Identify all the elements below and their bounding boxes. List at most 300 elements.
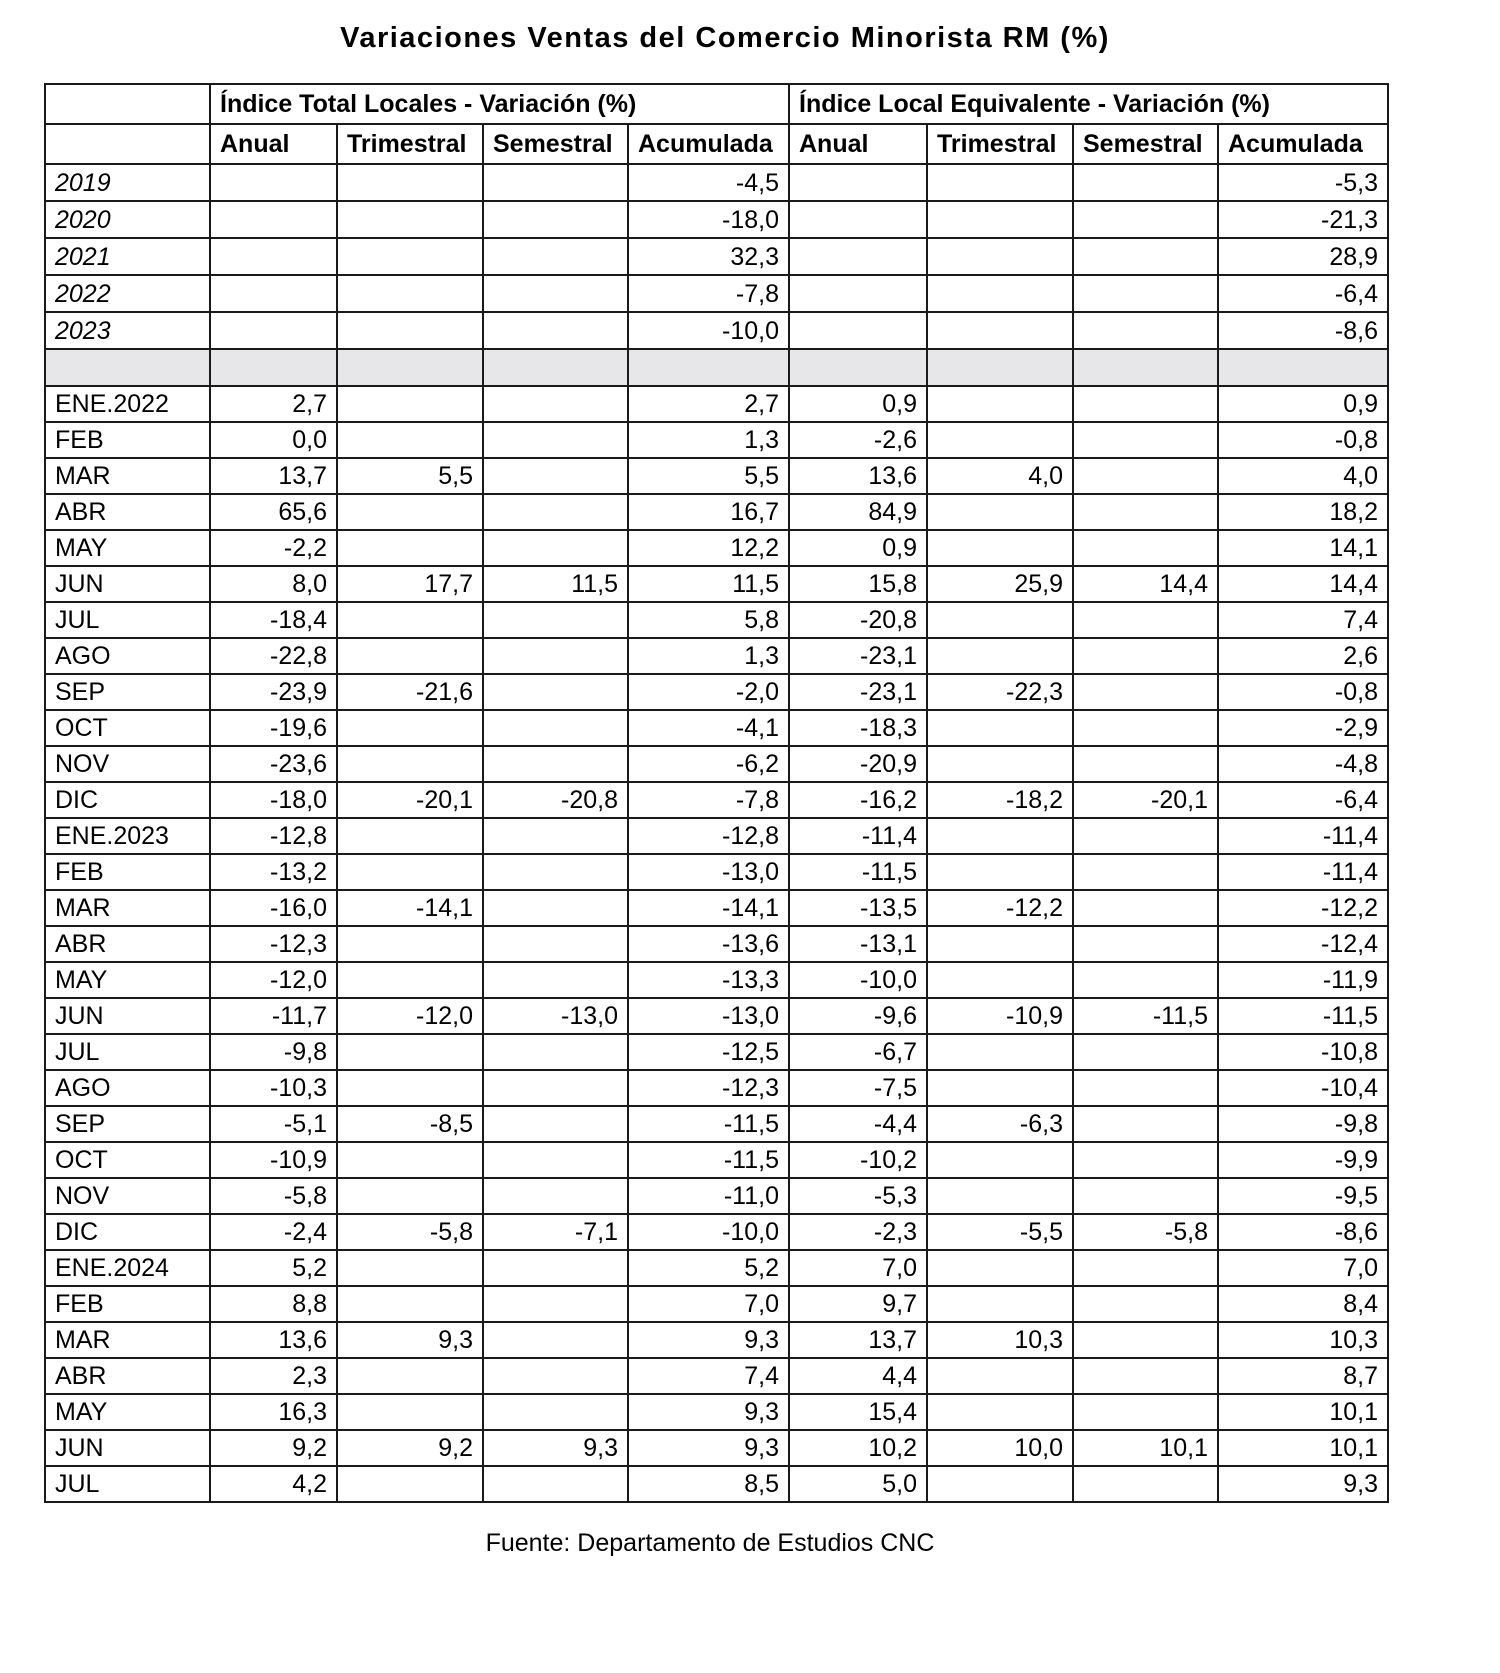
table-cell: 0,0 [210,422,337,458]
table-cell: -2,2 [210,530,337,566]
table-cell [927,602,1073,638]
table-cell: -7,8 [628,782,789,818]
table-cell: 2,7 [210,386,337,422]
table-cell: -11,4 [1218,818,1388,854]
row-label: JUN [45,1430,210,1466]
table-cell: -12,3 [210,926,337,962]
table-cell [1073,312,1218,349]
table-cell [210,275,337,312]
table-cell: -20,8 [483,782,628,818]
table-cell [483,1178,628,1214]
table-cell: 5,2 [210,1250,337,1286]
table-cell [483,494,628,530]
table-cell: -11,5 [628,1142,789,1178]
table-row [45,386,1388,422]
table-row [45,1322,1388,1358]
table-cell: -11,7 [210,998,337,1034]
table-cell [483,818,628,854]
column-header: Semestral [483,124,628,164]
table-cell [927,746,1073,782]
table-cell: -13,0 [483,998,628,1034]
table-cell: 18,2 [1218,494,1388,530]
table-cell: -22,3 [927,674,1073,710]
table-cell [210,238,337,275]
table-cell: -12,0 [337,998,483,1034]
table-cell [337,1034,483,1070]
table-cell: 1,3 [628,422,789,458]
table-cell [927,1142,1073,1178]
table-cell [210,164,337,201]
table-cell [1073,1034,1218,1070]
table-cell [927,275,1073,312]
table-cell [1073,602,1218,638]
table-cell: 1,3 [628,638,789,674]
table-cell [483,926,628,962]
table-cell: 10,3 [1218,1322,1388,1358]
table-cell: 4,0 [1218,458,1388,494]
table-row [45,962,1388,998]
table-cell: -18,0 [210,782,337,818]
table-cell: -11,5 [1073,998,1218,1034]
row-label: JUL [45,1034,210,1070]
table-cell: -10,0 [628,312,789,349]
table-cell: -5,1 [210,1106,337,1142]
column-header: Acumulada [1218,124,1388,164]
row-label: JUL [45,602,210,638]
row-label: SEP [45,674,210,710]
table-cell: -2,0 [628,674,789,710]
table-cell [483,422,628,458]
table-row [45,782,1388,818]
column-header: Anual [789,124,927,164]
table-cell [789,349,927,386]
table-cell [927,238,1073,275]
table-cell: -18,4 [210,602,337,638]
table-cell: 13,7 [210,458,337,494]
row-label: MAY [45,1394,210,1430]
table-cell [483,164,628,201]
table-cell: -6,4 [1218,782,1388,818]
table-cell [483,602,628,638]
row-label: FEB [45,854,210,890]
table-cell: 15,4 [789,1394,927,1430]
table-cell: -9,6 [789,998,927,1034]
table-cell [927,1178,1073,1214]
table-cell [337,1142,483,1178]
table-cell [1218,349,1388,386]
table-row [45,674,1388,710]
table-cell [927,201,1073,238]
table-cell [483,1394,628,1430]
column-header: Trimestral [927,124,1073,164]
table-cell [927,164,1073,201]
table-cell [337,854,483,890]
row-label: MAY [45,530,210,566]
table-cell [927,1250,1073,1286]
table-cell: 32,3 [628,238,789,275]
table-cell: 5,0 [789,1466,927,1502]
table-cell [1073,1250,1218,1286]
table-cell: 9,3 [483,1430,628,1466]
source-note: Fuente: Departamento de Estudios CNC [485,1529,935,1557]
table-row [45,1214,1388,1250]
row-label: 2020 [45,201,210,238]
table-row [45,312,1388,349]
table-cell: -6,2 [628,746,789,782]
table-row [45,1178,1388,1214]
table-cell: -9,9 [1218,1142,1388,1178]
table-cell [1073,422,1218,458]
table-cell [483,1358,628,1394]
table-cell: 2,6 [1218,638,1388,674]
table-cell [337,818,483,854]
table-row [45,1394,1388,1430]
table-cell [1073,275,1218,312]
table-cell [1073,890,1218,926]
table-row [45,422,1388,458]
table-cell: 0,9 [789,530,927,566]
table-cell [210,312,337,349]
table-row [45,602,1388,638]
table-row [45,1106,1388,1142]
table-cell [483,275,628,312]
table-cell [1073,1394,1218,1430]
table-cell [483,1106,628,1142]
row-label: DIC [45,782,210,818]
table-cell [1073,1286,1218,1322]
table-cell [927,1358,1073,1394]
table-cell [337,1358,483,1394]
table-cell [483,746,628,782]
row-label: SEP [45,1106,210,1142]
table-cell [483,1286,628,1322]
table-cell [927,1034,1073,1070]
table-cell: 5,5 [628,458,789,494]
table-cell [337,710,483,746]
table-cell [1073,458,1218,494]
table-row [45,1430,1388,1466]
table-cell: -20,1 [337,782,483,818]
table-cell: -12,8 [628,818,789,854]
table-row [45,275,1388,312]
table-cell: 13,6 [210,1322,337,1358]
table-cell [483,1142,628,1178]
table-cell: -21,6 [337,674,483,710]
table-cell [927,926,1073,962]
table-cell: -11,5 [789,854,927,890]
table-cell: 11,5 [483,566,628,602]
table-cell: 8,5 [628,1466,789,1502]
table-cell [337,1466,483,1502]
table-cell: -4,5 [628,164,789,201]
table-cell [337,1070,483,1106]
table-cell [337,530,483,566]
table-cell: -7,1 [483,1214,628,1250]
column-header-row [45,124,1388,164]
table-cell: -6,7 [789,1034,927,1070]
row-label: NOV [45,746,210,782]
table-row [45,1286,1388,1322]
table-cell: -18,0 [628,201,789,238]
table-cell [927,422,1073,458]
table-cell: 9,3 [628,1322,789,1358]
table-cell: 4,4 [789,1358,927,1394]
table-cell [483,201,628,238]
table-cell [1073,349,1218,386]
table-cell: -0,8 [1218,422,1388,458]
table-cell: 5,8 [628,602,789,638]
table-cell: -10,9 [927,998,1073,1034]
table-row [45,238,1388,275]
table-cell: -6,4 [1218,275,1388,312]
table-cell: 9,2 [337,1430,483,1466]
table-cell: -8,5 [337,1106,483,1142]
row-label: DIC [45,1214,210,1250]
row-label: AGO [45,1070,210,1106]
table-cell: -12,2 [1218,890,1388,926]
table-cell [483,1250,628,1286]
separator-row [45,349,1388,386]
table-cell: -22,8 [210,638,337,674]
table-cell: -19,6 [210,710,337,746]
table-cell [927,349,1073,386]
table-cell [1073,962,1218,998]
table-cell [1073,746,1218,782]
table-cell: -20,9 [789,746,927,782]
table-cell: -2,3 [789,1214,927,1250]
table-cell: -11,5 [628,1106,789,1142]
table-cell: 7,0 [1218,1250,1388,1286]
table-cell: 10,1 [1218,1394,1388,1430]
sales-variation-table [44,83,1389,1503]
table-cell [337,926,483,962]
table-row [45,818,1388,854]
table-cell: -5,8 [210,1178,337,1214]
table-cell: 16,3 [210,1394,337,1430]
table-cell: -5,3 [1218,164,1388,201]
table-cell [1073,164,1218,201]
row-label: MAR [45,458,210,494]
table-cell [789,312,927,349]
row-label: 2021 [45,238,210,275]
table-cell: 16,7 [628,494,789,530]
table-cell: 10,1 [1218,1430,1388,1466]
table-cell: 84,9 [789,494,927,530]
row-label: JUN [45,566,210,602]
table-cell [927,1286,1073,1322]
table-row [45,1142,1388,1178]
table-cell [337,201,483,238]
table-cell: -13,5 [789,890,927,926]
table-cell: -2,4 [210,1214,337,1250]
table-cell [789,164,927,201]
table-cell: -12,2 [927,890,1073,926]
table-cell: -13,0 [628,854,789,890]
table-cell [337,1394,483,1430]
table-cell: 9,7 [789,1286,927,1322]
table-cell [1073,1358,1218,1394]
table-row [45,164,1388,201]
table-cell [210,201,337,238]
table-cell: 0,9 [789,386,927,422]
table-cell: -8,6 [1218,1214,1388,1250]
table-cell: 15,8 [789,566,927,602]
table-cell [483,312,628,349]
table-cell [337,602,483,638]
table-cell: -13,6 [628,926,789,962]
table-cell: 13,7 [789,1322,927,1358]
table-cell: -10,0 [628,1214,789,1250]
table-cell: -12,5 [628,1034,789,1070]
table-cell: 14,4 [1218,566,1388,602]
table-cell [337,164,483,201]
table-row [45,1034,1388,1070]
table-cell [1073,1178,1218,1214]
table-cell [483,386,628,422]
table-cell: 28,9 [1218,238,1388,275]
row-label: FEB [45,422,210,458]
table-cell: -11,4 [789,818,927,854]
page-title: Variaciones Ventas del Comercio Minorista RM (%) [340,22,1110,54]
table-cell [1073,1466,1218,1502]
table-cell: -16,2 [789,782,927,818]
table-row [45,1250,1388,1286]
table-cell: -10,2 [789,1142,927,1178]
row-label: MAY [45,962,210,998]
table-cell: -12,4 [1218,926,1388,962]
table-cell [337,238,483,275]
table-cell: -6,3 [927,1106,1073,1142]
row-label: 2019 [45,164,210,201]
table-cell: 14,4 [1073,566,1218,602]
table-cell: 9,3 [1218,1466,1388,1502]
column-header: Semestral [1073,124,1218,164]
table-cell: -4,4 [789,1106,927,1142]
table-cell [483,674,628,710]
table-cell: 9,3 [628,1430,789,1466]
row-label: AGO [45,638,210,674]
table-cell [337,494,483,530]
table-cell: 8,4 [1218,1286,1388,1322]
table-cell [927,638,1073,674]
table-cell: 4,0 [927,458,1073,494]
table-cell: 65,6 [210,494,337,530]
table-cell: -12,3 [628,1070,789,1106]
table-cell [927,1070,1073,1106]
table-cell: 10,0 [927,1430,1073,1466]
table-row [45,1358,1388,1394]
table-cell: 7,4 [1218,602,1388,638]
table-row [45,746,1388,782]
table-cell: -7,8 [628,275,789,312]
table-cell [483,854,628,890]
table-cell: -13,1 [789,926,927,962]
table-cell [927,818,1073,854]
table-cell: -23,1 [789,674,927,710]
table-cell: -10,0 [789,962,927,998]
row-label [45,349,210,386]
table-row [45,1466,1388,1502]
table-cell [927,1394,1073,1430]
table-cell [927,386,1073,422]
table-cell [483,890,628,926]
table-cell [789,238,927,275]
table-cell: -11,4 [1218,854,1388,890]
table-cell [483,638,628,674]
table-cell: -10,9 [210,1142,337,1178]
column-header: Trimestral [337,124,483,164]
table-cell: -14,1 [628,890,789,926]
table-cell [789,275,927,312]
table-cell: 5,2 [628,1250,789,1286]
table-cell: 9,3 [628,1394,789,1430]
table-cell: 10,1 [1073,1430,1218,1466]
table-cell [1073,1142,1218,1178]
table-cell: 12,2 [628,530,789,566]
table-cell [927,962,1073,998]
table-cell [483,710,628,746]
table-row [45,890,1388,926]
group-header-local-equivalente: Índice Local Equivalente - Variación (%) [789,84,1388,124]
table-cell [483,1322,628,1358]
table-cell [927,494,1073,530]
table-cell: -4,1 [628,710,789,746]
table-cell [927,854,1073,890]
table-cell: -11,0 [628,1178,789,1214]
table-cell [927,530,1073,566]
table-cell [483,1466,628,1502]
table-row [45,530,1388,566]
row-label: ENE.2022 [45,386,210,422]
group-header-total-locales: Índice Total Locales - Variación (%) [210,84,789,124]
table-cell [337,1178,483,1214]
table-cell: -7,5 [789,1070,927,1106]
table-cell [337,746,483,782]
row-label: JUN [45,998,210,1034]
table-cell: 0,9 [1218,386,1388,422]
table-cell [1073,1322,1218,1358]
table-cell: -11,9 [1218,962,1388,998]
table-cell [628,349,789,386]
table-cell: 10,2 [789,1430,927,1466]
table-cell: -9,8 [210,1034,337,1070]
table-cell: -8,6 [1218,312,1388,349]
row-label: ENE.2023 [45,818,210,854]
table-cell [1073,926,1218,962]
table-cell [1073,1106,1218,1142]
table-cell: 7,0 [789,1250,927,1286]
row-label: ENE.2024 [45,1250,210,1286]
table-cell [1073,201,1218,238]
table-cell [927,1466,1073,1502]
table-cell: 9,2 [210,1430,337,1466]
table-row [45,710,1388,746]
table-cell: -20,1 [1073,782,1218,818]
row-label: 2023 [45,312,210,349]
table-cell [483,1070,628,1106]
table-row [45,926,1388,962]
table-cell: -4,8 [1218,746,1388,782]
table-cell: -13,0 [628,998,789,1034]
row-label: ABR [45,494,210,530]
row-label: MAR [45,890,210,926]
table-cell [1073,386,1218,422]
table-cell [1073,638,1218,674]
table-cell [337,386,483,422]
table-row [45,201,1388,238]
table-cell [337,422,483,458]
table-cell [927,312,1073,349]
